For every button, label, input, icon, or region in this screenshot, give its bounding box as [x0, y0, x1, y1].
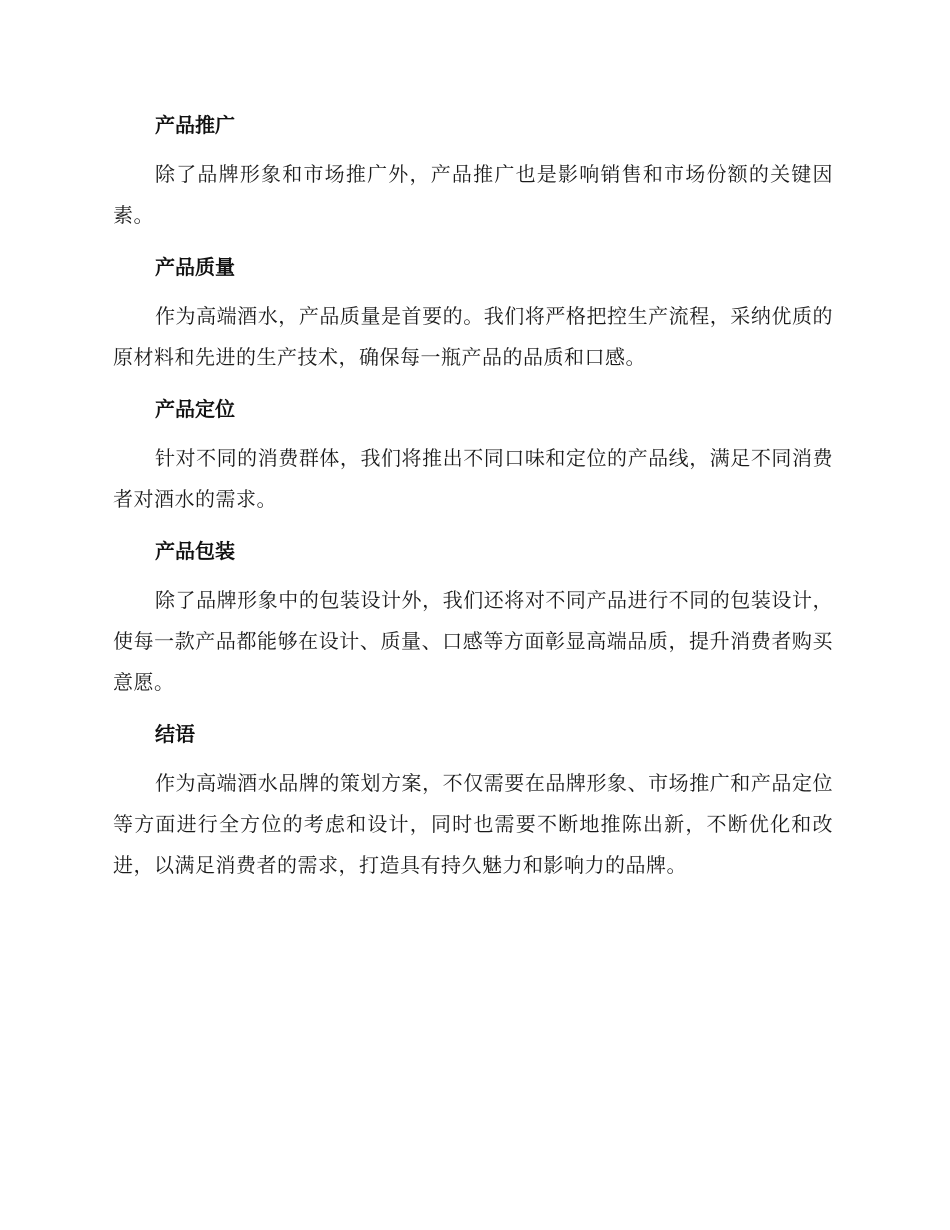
section-paragraph: 作为高端酒水品牌的策划方案，不仅需要在品牌形象、市场推广和产品定位等方面进行全方位的考虑和设计，同时也需要不断地推陈出新，不断优化和改进，以满足消费者的需求，打造具有持久魅力和影响力的品牌。 — [113, 771, 833, 877]
section-paragraph: 除了品牌形象和市场推广外，产品推广也是影响销售和市场份额的关键因素。 — [113, 162, 833, 227]
document-page — [113, 104, 833, 896]
section-product-quality — [113, 246, 833, 378]
section-paragraph: 针对不同的消费群体，我们将推出不同口味和定位的产品线，满足不同消费者对酒水的需求。 — [113, 446, 833, 511]
section-heading: 产品推广 — [155, 113, 235, 137]
section-heading: 产品包装 — [155, 539, 235, 563]
section-product-promotion — [113, 104, 833, 236]
section-heading: 产品质量 — [155, 255, 235, 279]
section-heading: 产品定位 — [155, 397, 235, 421]
section-paragraph: 作为高端酒水，产品质量是首要的。我们将严格把控生产流程，采纳优质的原材料和先进的生产技术，确保每一瓶产品的品质和口感。 — [113, 304, 833, 369]
section-heading: 结语 — [155, 722, 195, 746]
section-paragraph: 除了品牌形象中的包装设计外，我们还将对不同产品进行不同的包装设计，使每一款产品都能够在设计、质量、口感等方面彰显高端品质，提升消费者购买意愿。 — [113, 588, 833, 694]
section-product-positioning — [113, 388, 833, 520]
section-product-packaging — [113, 530, 833, 703]
section-conclusion — [113, 713, 833, 886]
